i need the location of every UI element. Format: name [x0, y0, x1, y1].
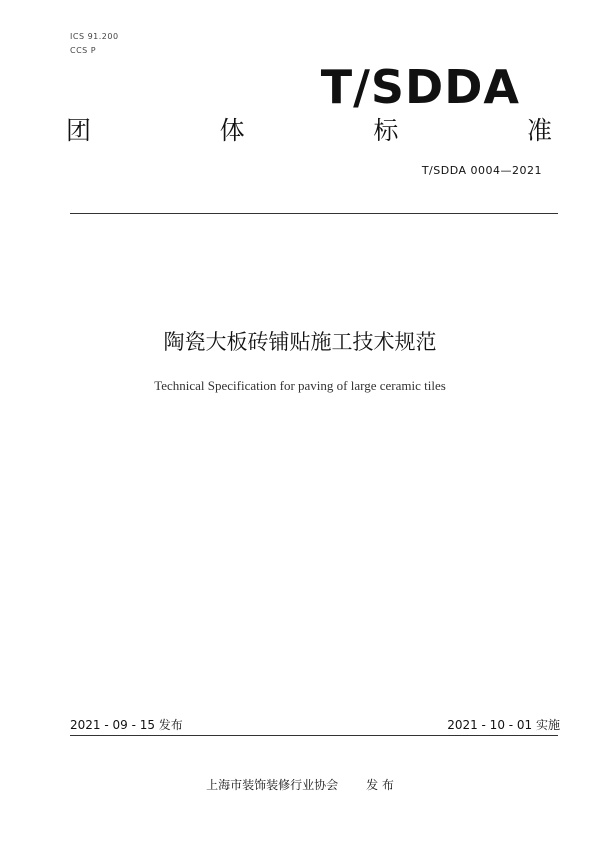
- top-divider: [70, 213, 558, 214]
- standard-type-char: 准: [526, 116, 552, 145]
- title-chinese: 陶瓷大板砖铺贴施工技术规范: [163, 330, 437, 354]
- title-english: Technical Specification for paving of large ceramic tiles: [154, 378, 446, 393]
- standard-type: [66, 116, 552, 146]
- bottom-divider: [70, 735, 558, 736]
- standard-type-char: 团: [66, 116, 92, 145]
- standard-type-char: 标: [373, 116, 399, 145]
- standard-type-char: 体: [219, 116, 245, 145]
- issue-date: 2021 - 09 - 15 发布: [70, 718, 183, 732]
- publisher-line: [0, 776, 600, 793]
- publisher-action: 发 布: [366, 778, 394, 792]
- implementation-date: 2021 - 10 - 01 实施: [447, 718, 560, 732]
- publisher-name: 上海市装饰装修行业协会: [206, 778, 339, 792]
- classification-codes: [70, 30, 119, 58]
- standard-number: T/SDDA 0004—2021: [421, 164, 542, 177]
- standard-logo-code: T/SDDA: [320, 60, 520, 114]
- ccs-code: CCS P: [70, 46, 97, 55]
- ics-code: ICS 91.200: [70, 32, 119, 41]
